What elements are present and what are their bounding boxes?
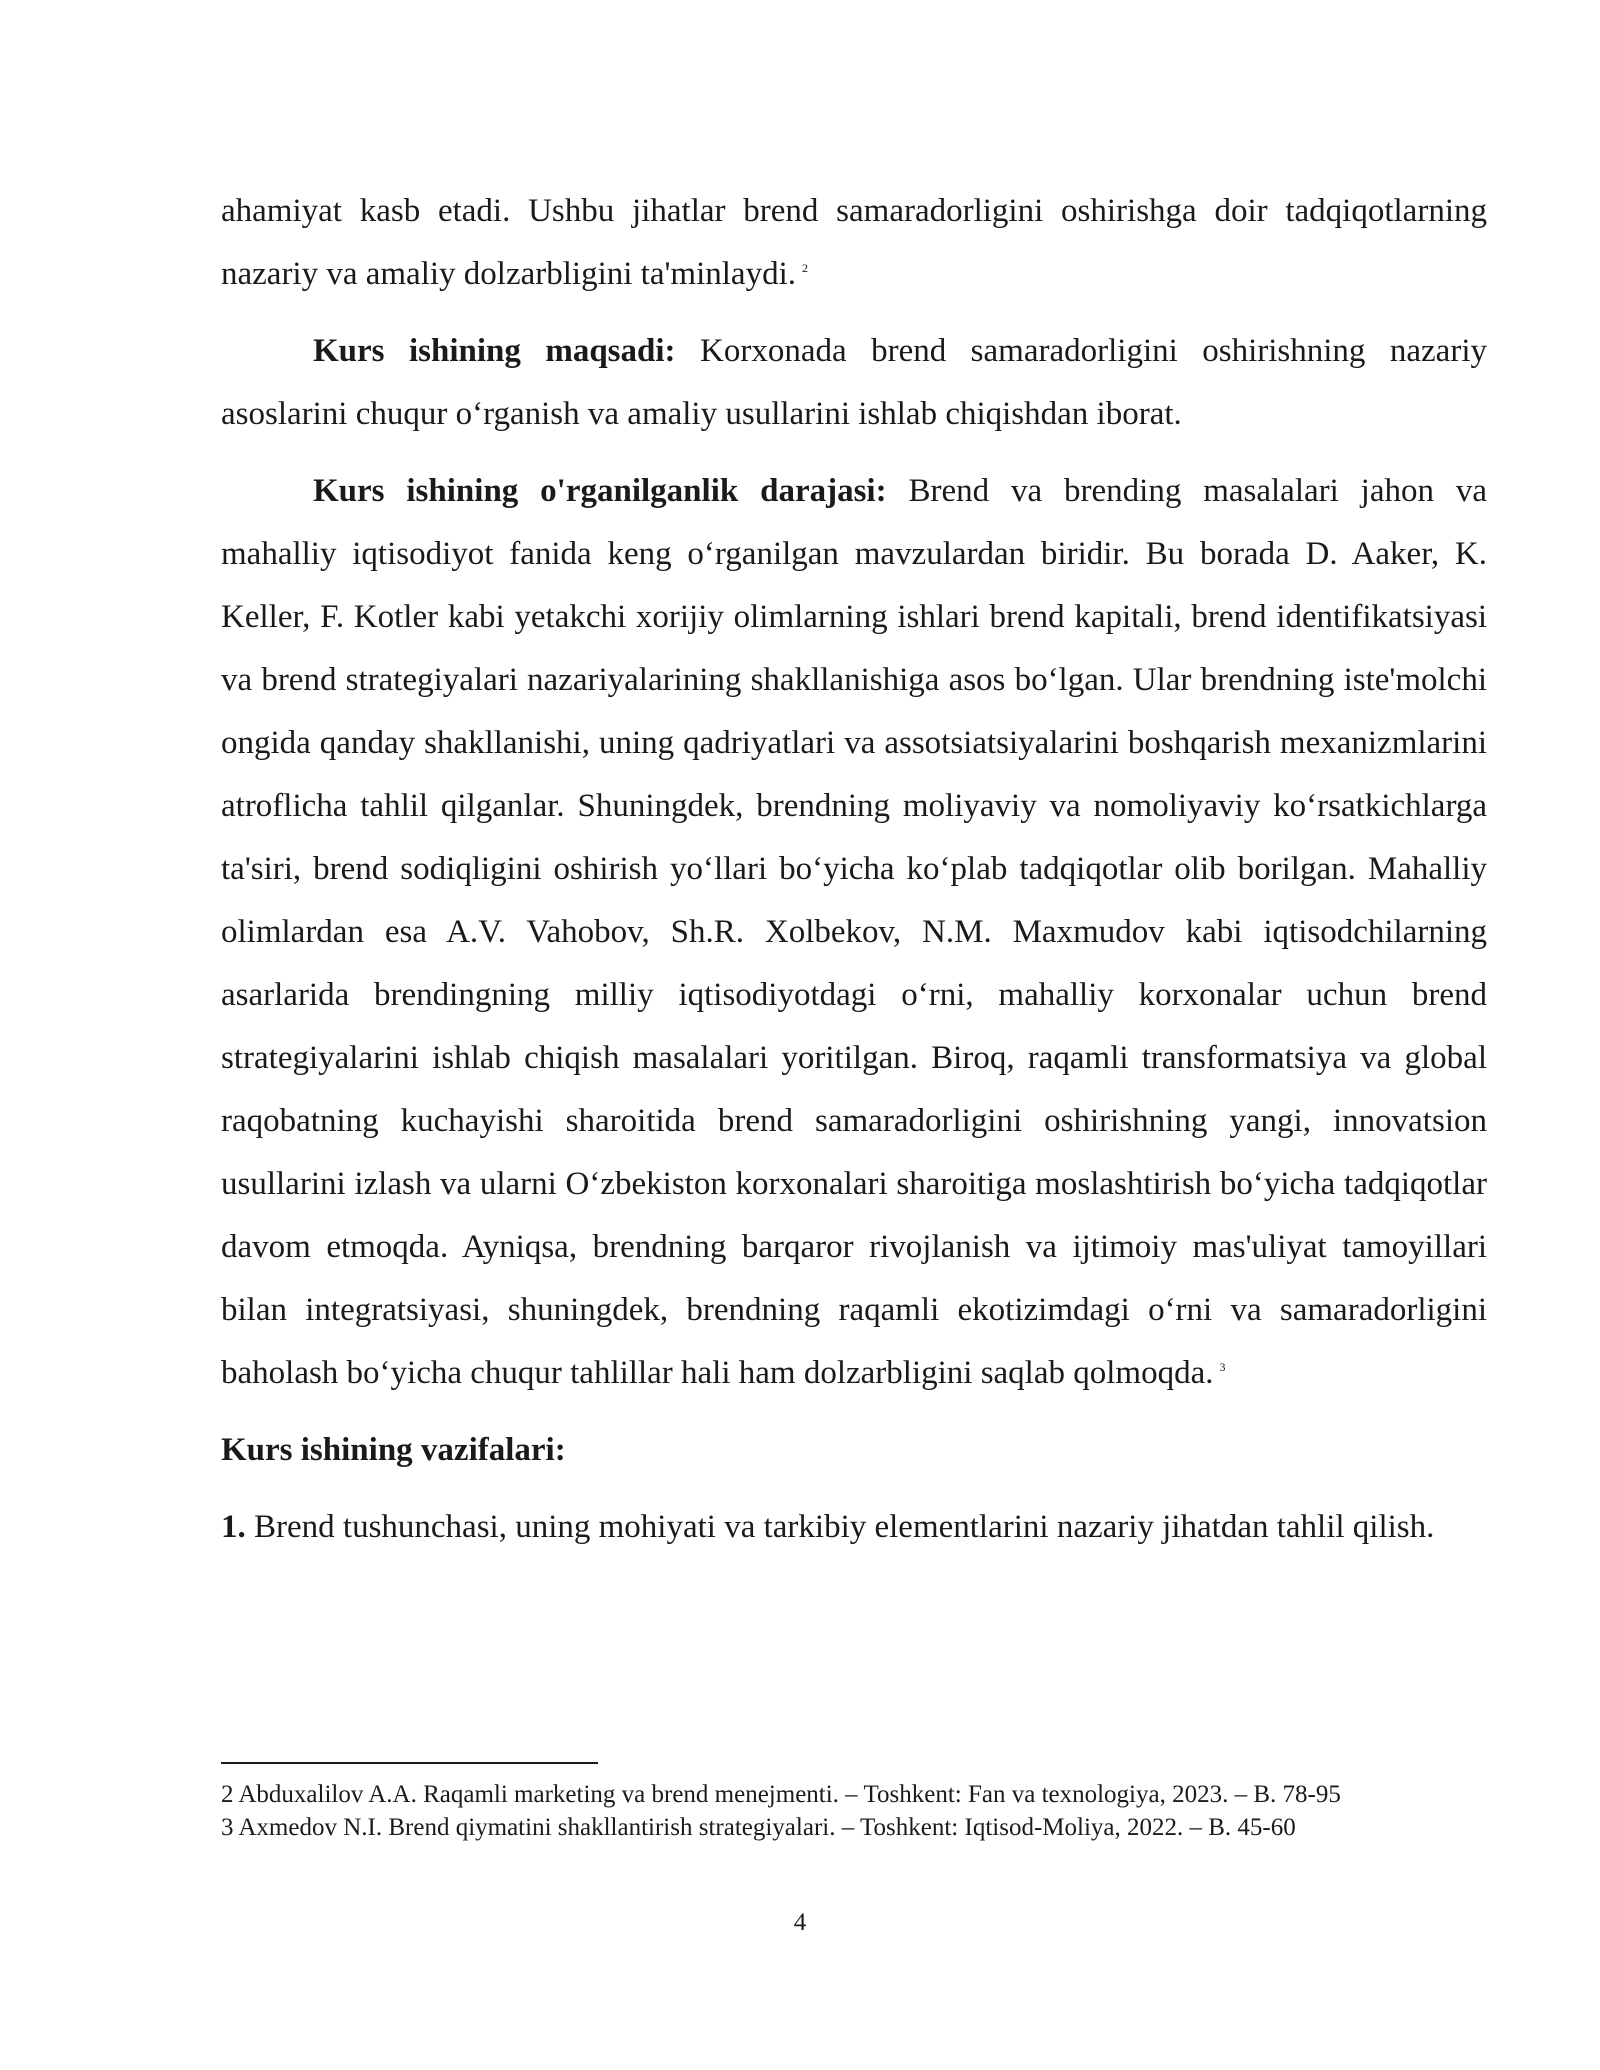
research-level-label: Kurs ishining o'rganilganlik darajasi: xyxy=(313,473,887,509)
purpose-text: Korxonada brend samaradorligini oshirishning nazariy asoslarini chuqur o‘rganish va amaliy usullarini ishlab chiqishdan iborat. xyxy=(221,333,1487,432)
footnote-separator xyxy=(221,1762,598,1764)
task-number: 1. xyxy=(221,1509,246,1545)
page-number: 4 xyxy=(793,1909,807,1936)
tasks-heading: Kurs ishining vazifalari: xyxy=(221,1432,566,1468)
footnote-ref-3: 3 xyxy=(1219,1360,1226,1374)
footnote-ref-2: 2 xyxy=(802,261,809,275)
research-level-paragraph xyxy=(221,460,1487,1405)
purpose-label: Kurs ishining maqsadi: xyxy=(313,333,676,369)
footnotes xyxy=(221,1778,1487,1844)
document-body xyxy=(221,180,1487,1559)
footnote-2: 2 Abduxalilov A.A. Raqamli marketing va brend menejmenti. – Toshkent: Fan va texnologiya, 2023. – B. 78-95 xyxy=(221,1781,1341,1808)
research-level-text: Brend va brending masalalari jahon va mahalliy iqtisodiyot fanida keng o‘rganilgan mavzulardan biridir. Bu borada D. Aaker, K. Keller, F. Kotler kabi yetakchi xorijiy olimlarning ishlari brend kapitali, brend identifikatsiyasi va brend strategiyalari nazariyalarining shakllanishiga asos bo‘lgan. Ular brendning iste'molchi ongida qanday shakllanishi, uning qadriyatlari va assotsiatsiyalarini boshqarish mexanizmlarini atroflicha tahlil qilganlar. Shuningdek, brendning moliyaviy va nomoliyaviy ko‘rsatkichlarga ta'siri, brend sodiqligini oshirish yo‘llari bo‘yicha ko‘plab tadqiqotlar olib borilgan. Mahalliy olimlardan esa A.V. Vahobov, Sh.R. Xolbekov, N.M. Maxmudov kabi iqtisodchilarning asarlarida brendingning milliy iqtisodiyotdagi o‘rni, mahalliy korxonalar uchun brend strategiyalarini ishlab chiqish masalalari yoritilgan. Biroq, raqamli transformatsiya va global raqobatning kuchayishi sharoitida brend samaradorligini oshirishning yangi, innovatsion usullarini izlash va ularni O‘zbekiston korxonalari sharoitiga moslashtirish bo‘yicha tadqiqotlar davom etmoqda. Ayniqsa, brendning barqaror rivojlanish va ijtimoiy mas'uliyat tamoyillari bilan integratsiyasi, shuningdek, brendning raqamli ekotizimdagi o‘rni va samaradorligini baholash bo‘yicha chuqur tahlillar hali ham dolzarbligini saqlab qolmoqda. xyxy=(221,473,1487,1391)
footnote-3: 3 Axmedov N.I. Brend qiymatini shakllantirish strategiyalari. – Toshkent: Iqtisod-Moliya, 2022. – B. 45-60 xyxy=(221,1814,1296,1841)
task-text: Brend tushunchasi, uning mohiyati va tarkibiy elementlarini nazariy jihatdan tahlil qilish. xyxy=(245,1509,1435,1545)
task-list-item xyxy=(221,1496,1487,1559)
purpose-paragraph xyxy=(221,320,1487,446)
intro-paragraph xyxy=(221,180,1487,306)
intro-text: ahamiyat kasb etadi. Ushbu jihatlar brend samaradorligini oshirishga doir tadqiqotlarning nazariy va amaliy dolzarbligini ta'minlaydi. xyxy=(221,193,1487,292)
